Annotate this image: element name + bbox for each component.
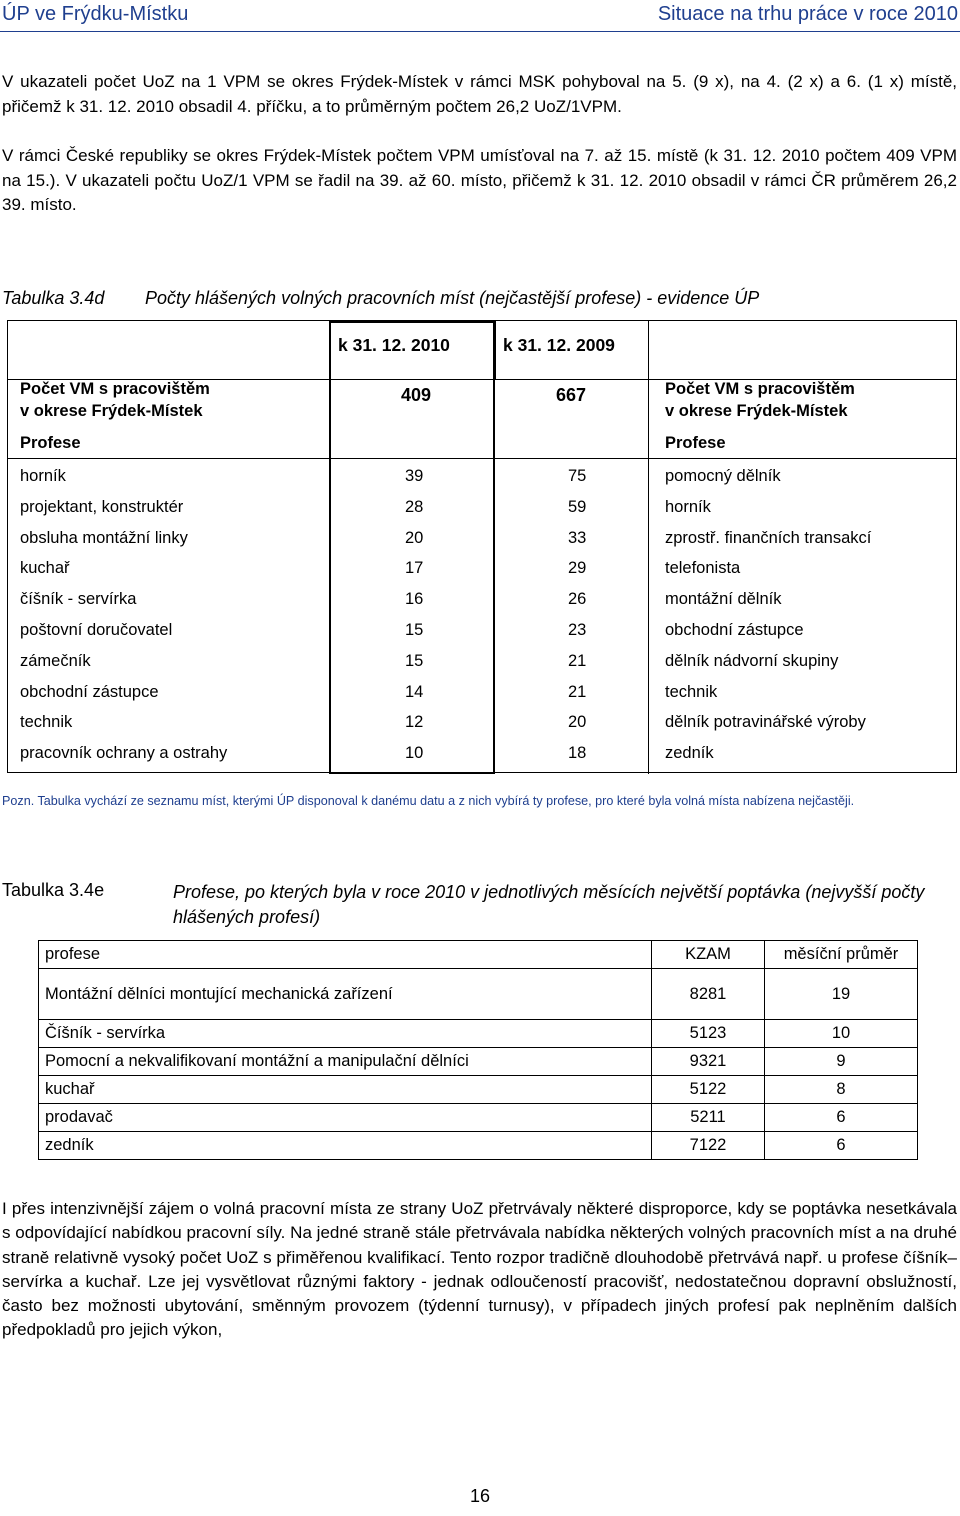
table2-header-row [39, 941, 918, 969]
header-divider [0, 31, 960, 32]
cell-count-2010: 20 [405, 528, 424, 547]
table2-cell-profese: Pomocní a nekvalifikovaní montážní a manipulační dělníci [39, 1048, 652, 1076]
right-header-line1: Počet VM s pracovištěm [665, 380, 855, 398]
table-row [39, 969, 918, 1020]
cell-profession-2009: technik [665, 682, 718, 701]
right-header-line2: v okrese Frýdek-Místek [665, 402, 848, 420]
page-number: 16 [469, 1486, 491, 1506]
table2-cell-prumer: 8 [765, 1076, 918, 1104]
cell-count-2009: 18 [568, 744, 587, 763]
table1-note: Pozn. Tabulka vychází ze seznamu míst, kterými ÚP disponoval k danému datu a z nich vybírá ty profese, pro které byla volná místa nabízena nejčastěji. [2, 794, 855, 808]
table1-label: Tabulka 3.4d [2, 288, 105, 308]
table-row [39, 1020, 918, 1048]
cell-count-2010: 16 [405, 590, 424, 609]
divider-year-cols [494, 321, 496, 380]
table2-cell-prumer: 9 [765, 1048, 918, 1076]
cell-count-2009: 33 [568, 528, 587, 547]
cell-count-2009: 23 [568, 621, 587, 639]
table2-header-kzam: KZAM [652, 941, 765, 969]
cell-count-2009: 26 [568, 590, 587, 609]
cell-profession-2010: kuchař [20, 559, 70, 578]
cell-count-2010: 15 [405, 621, 424, 639]
right-profese-label: Profese [665, 434, 726, 452]
header-document-title: ÚP ve Frýdku-Místku [2, 3, 189, 25]
header-2010: k 31. 12. 2010 [338, 335, 450, 355]
table-row [39, 1104, 918, 1132]
table2-title: Profese, po kterých byla v roce 2010 v jednotlivých měsících největší poptávka (nejvyšší počty hlášených profesí) [173, 882, 925, 927]
cell-profession-2010: číšník - servírka [20, 590, 137, 609]
closing-paragraph: I přes intenzivnější zájem o volná pracovní místa ze strany UoZ přetrvávaly některé disproporce, kdy se poptávka nesetkávala s odpovídající nabídkou pracovní síly. Na jedné straně stále přetrvávala nabídka některých volných pracovních míst a na druhé straně relativně vysoký počet UoZ s přiměřenou kvalifikací. Tento rozpor tradičně dlouhodobě přetrvává např. u profese číšník– servírka a kuchař. Lze jej vysvětlovat různými faktory - jednak odloučeností pracovišť, nedostatečnou dopravní obslužností, často bez možnosti ubytování, směnným provozem (týdenní turnusy), v případech jiných profesí pak neplněním dalších předpokladů pro jejich výkon, [2, 1199, 957, 1340]
table2-cell-prumer: 6 [765, 1132, 918, 1160]
table-vacancies-by-profession [7, 320, 957, 773]
table2-cell-profese: prodavač [39, 1104, 652, 1132]
cell-count-2010: 12 [405, 713, 424, 732]
cell-count-2010: 28 [405, 497, 424, 516]
cell-profession-2010: poštovní doručovatel [20, 621, 173, 639]
cell-count-2010: 10 [405, 744, 424, 763]
cell-profession-2009: dělník nádvorní skupiny [665, 651, 839, 670]
table-row [39, 1076, 918, 1104]
cell-count-2009: 21 [568, 651, 587, 670]
total-2009: 667 [556, 385, 587, 405]
table2-cell-profese: kuchař [39, 1076, 652, 1104]
cell-count-2010: 14 [405, 682, 424, 701]
left-header-line2: v okrese Frýdek-Místek [20, 402, 203, 420]
table2-cell-kzam: 5211 [652, 1104, 765, 1132]
table2-label: Tabulka 3.4e [2, 880, 105, 900]
total-2010: 409 [401, 385, 432, 405]
header-2009: k 31. 12. 2009 [503, 335, 615, 355]
table2-cell-kzam: 5122 [652, 1076, 765, 1104]
table2-header-profese: profese [39, 941, 652, 969]
table-row [39, 1132, 918, 1160]
cell-count-2010: 39 [405, 467, 424, 485]
divider-body [8, 458, 956, 459]
cell-count-2010: 17 [405, 559, 424, 578]
cell-profession-2010: horník [20, 467, 66, 485]
cell-profession-2010: zámečník [20, 651, 91, 670]
cell-profession-2009: montážní dělník [665, 590, 782, 609]
cell-profession-2010: technik [20, 713, 73, 732]
intro-paragraph-1: V ukazateli počet UoZ na 1 VPM se okres Frýdek-Místek v rámci MSK pohyboval na 5. (9 x), na 4. (2 x) a 6. (1 x) místě, přičemž k 31. 12. 2010 obsadil 4. příčku, a to průměrným počtem 26,2 UoZ/1VPM. [2, 72, 957, 116]
header-section-title: Situace na trhu práce v roce 2010 [657, 3, 958, 25]
table2-cell-profese: Montážní dělníci montující mechanická zařízení [39, 969, 652, 1020]
cell-profession-2010: pracovník ochrany a ostrahy [20, 744, 228, 763]
table2-cell-profese: zedník [39, 1132, 652, 1160]
cell-profession-2009: zedník [665, 744, 714, 763]
table2-cell-prumer: 6 [765, 1104, 918, 1132]
left-header-line1: Počet VM s pracovištěm [20, 380, 210, 398]
cell-count-2009: 20 [568, 713, 587, 732]
table2-header-prumer: měsíční průměr [765, 941, 918, 969]
intro-paragraph-2: V rámci České republiky se okres Frýdek-Místek počtem VPM umísťoval na 7. až 15. místě (k 31. 12. 2010 počtem 409 VPM na 15.). V ukazateli počtu UoZ/1 VPM se řadil na 39. až 60. místo, přičemž k 31. 12. 2010 obsadil v rámci ČR průměrem 26,2 39. místo. [2, 146, 957, 214]
table2-cell-prumer: 10 [765, 1020, 918, 1048]
table2-cell-kzam: 8281 [652, 969, 765, 1020]
cell-profession-2009: obchodní zástupce [665, 621, 804, 639]
cell-profession-2009: horník [665, 497, 711, 516]
cell-count-2009: 75 [568, 467, 587, 485]
cell-profession-2009: dělník potravinářské výroby [665, 713, 866, 732]
cell-profession-2010: projektant, konstruktér [20, 497, 184, 516]
cell-count-2010: 15 [405, 651, 424, 670]
table2-cell-kzam: 9321 [652, 1048, 765, 1076]
cell-count-2009: 21 [568, 682, 587, 701]
left-profese-label: Profese [20, 434, 81, 452]
cell-count-2009: 59 [568, 497, 587, 516]
cell-profession-2009: zprostř. finančních transakcí [665, 528, 872, 547]
table2-cell-kzam: 5123 [652, 1020, 765, 1048]
cell-profession-2009: telefonista [665, 559, 741, 578]
table-monthly-demand [38, 940, 918, 1160]
table2-cell-kzam: 7122 [652, 1132, 765, 1160]
cell-profession-2010: obchodní zástupce [20, 682, 159, 701]
cell-profession-2010: obsluha montážní linky [20, 528, 188, 547]
table2-cell-profese: Číšník - servírka [39, 1020, 652, 1048]
cell-profession-2009: pomocný dělník [665, 467, 781, 485]
divider-right-block [648, 321, 649, 774]
table2-cell-prumer: 19 [765, 969, 918, 1020]
table-row [39, 1048, 918, 1076]
cell-count-2009: 29 [568, 559, 587, 578]
table1-title: Počty hlášených volných pracovních míst (nejčastější profese) - evidence ÚP [145, 288, 760, 308]
